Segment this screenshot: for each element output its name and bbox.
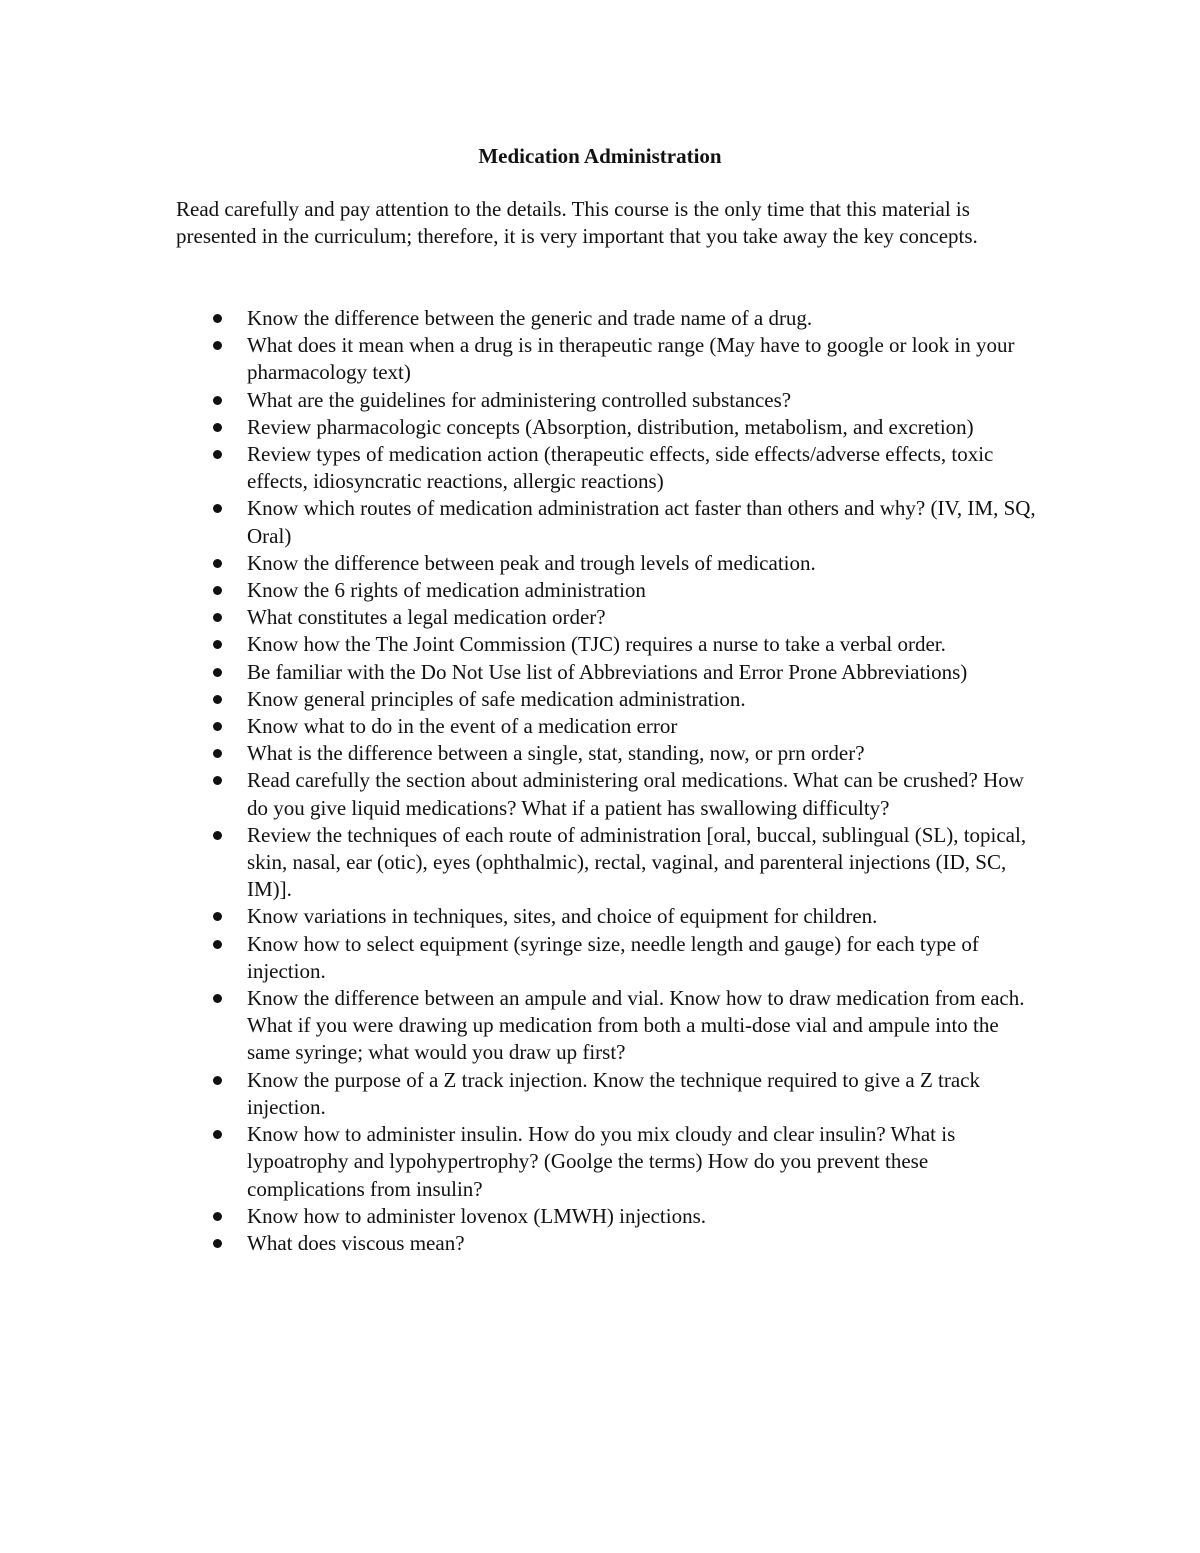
- list-item: [176, 1230, 1036, 1257]
- list-item: [176, 767, 1036, 821]
- bullet-icon: [213, 776, 222, 785]
- list-item-text: Know the 6 rights of medication administration: [247, 578, 646, 603]
- list-item: [176, 1067, 1036, 1121]
- list-item: [176, 577, 1036, 604]
- list-item: [176, 495, 1036, 549]
- list-item: [176, 686, 1036, 713]
- list-item-text: What does it mean when a drug is in therapeutic range (May have to google or look in your pharmacology text): [247, 333, 1015, 385]
- list-item-text: Read carefully the section about administering oral medications. What can be crushed? How do you give liquid medications? What if a patient has swallowing difficulty?: [247, 768, 1024, 820]
- list-item: [176, 822, 1036, 904]
- page-title: Medication Administration: [478, 144, 722, 168]
- bullet-icon: [213, 450, 222, 459]
- bullet-icon: [213, 722, 222, 731]
- bullet-icon: [213, 559, 222, 568]
- list-item-text: Be familiar with the Do Not Use list of Abbreviations and Error Prone Abbreviations): [247, 659, 968, 684]
- bullet-icon: [213, 314, 222, 323]
- bullet-icon: [213, 912, 222, 921]
- bullet-icon: [213, 1212, 222, 1221]
- list-item-text: What does viscous mean?: [247, 1230, 465, 1255]
- bullet-icon: [213, 668, 222, 677]
- intro-paragraph: Read carefully and pay attention to the details. This course is the only time that this material is presented in the curriculum; therefore, it is very important that you take away the key concepts.: [176, 197, 978, 249]
- list-item-text: Review types of medication action (therapeutic effects, side effects/adverse effects, toxic effects, idiosyncratic reactions, allergic reactions): [247, 442, 994, 494]
- list-item-text: Know how the The Joint Commission (TJC) requires a nurse to take a verbal order.: [247, 632, 946, 657]
- bullet-icon: [213, 1076, 222, 1085]
- list-item-text: Know which routes of medication administration act faster than others and why? (IV, IM, SQ, Oral): [247, 496, 1036, 548]
- list-item-text: Know how to administer lovenox (LMWH) injections.: [247, 1203, 707, 1228]
- list-item-text: Know the difference between the generic and trade name of a drug.: [247, 306, 813, 330]
- bullet-icon: [213, 613, 222, 622]
- bullet-icon: [213, 586, 222, 595]
- list-item: [176, 903, 1036, 930]
- list-item: [176, 713, 1036, 740]
- list-item: [176, 387, 1036, 414]
- concept-list: [176, 305, 1036, 1257]
- list-item: [176, 659, 1036, 686]
- list-item: [176, 550, 1036, 577]
- bullet-icon: [213, 695, 222, 704]
- bullet-icon: [213, 749, 222, 758]
- list-item-text: What are the guidelines for administering controlled substances?: [247, 387, 792, 412]
- bullet-icon: [213, 423, 222, 432]
- list-item: [176, 604, 1036, 631]
- list-item: [176, 441, 1036, 495]
- bullet-icon: [213, 994, 222, 1003]
- list-item: [176, 1203, 1036, 1230]
- list-item-text: Know the difference between an ampule and vial. Know how to draw medication from each. What if you were drawing up medication from both a multi-dose vial and ampule into the same syringe; what would you draw up first?: [247, 986, 1025, 1065]
- list-item: [176, 985, 1036, 1067]
- list-item: [176, 305, 1036, 332]
- list-item: [176, 332, 1036, 386]
- bullet-icon: [213, 640, 222, 649]
- bullet-icon: [213, 940, 222, 949]
- list-item: [176, 740, 1036, 767]
- list-item: [176, 931, 1036, 985]
- list-item-text: Review the techniques of each route of administration [oral, buccal, sublingual (SL), topical, skin, nasal, ear (otic), eyes (ophthalmic), rectal, vaginal, and parenteral injections (ID, SC, IM)].: [247, 822, 1027, 902]
- bullet-icon: [213, 396, 222, 405]
- list-item-text: Know what to do in the event of a medication error: [247, 714, 678, 739]
- list-item-text: Know general principles of safe medication administration.: [247, 686, 746, 711]
- list-item-text: Know the difference between peak and trough levels of medication.: [247, 550, 816, 575]
- list-item: [176, 1121, 1036, 1203]
- bullet-icon: [213, 341, 222, 350]
- list-item-text: What constitutes a legal medication order?: [247, 605, 606, 630]
- list-item-text: Know how to select equipment (syringe size, needle length and gauge) for each type of injection.: [247, 931, 979, 983]
- list-item: [176, 414, 1036, 441]
- list-item-text: Know the purpose of a Z track injection. Know the technique required to give a Z track injection.: [247, 1067, 981, 1119]
- list-item-text: Know how to administer insulin. How do you mix cloudy and clear insulin? What is lypoatrophy and lypohypertrophy? (Goolge the terms) How do you prevent these complications from insulin?: [247, 1122, 956, 1201]
- bullet-icon: [213, 831, 222, 840]
- bullet-icon: [213, 504, 222, 513]
- bullet-icon: [213, 1130, 222, 1139]
- list-item-text: Know variations in techniques, sites, and choice of equipment for children.: [247, 904, 878, 929]
- list-item-text: Review pharmacologic concepts (Absorption, distribution, metabolism, and excretion): [247, 414, 974, 439]
- bullet-icon: [213, 1239, 222, 1248]
- list-item: [176, 631, 1036, 658]
- list-item-text: What is the difference between a single, stat, standing, now, or prn order?: [247, 741, 865, 766]
